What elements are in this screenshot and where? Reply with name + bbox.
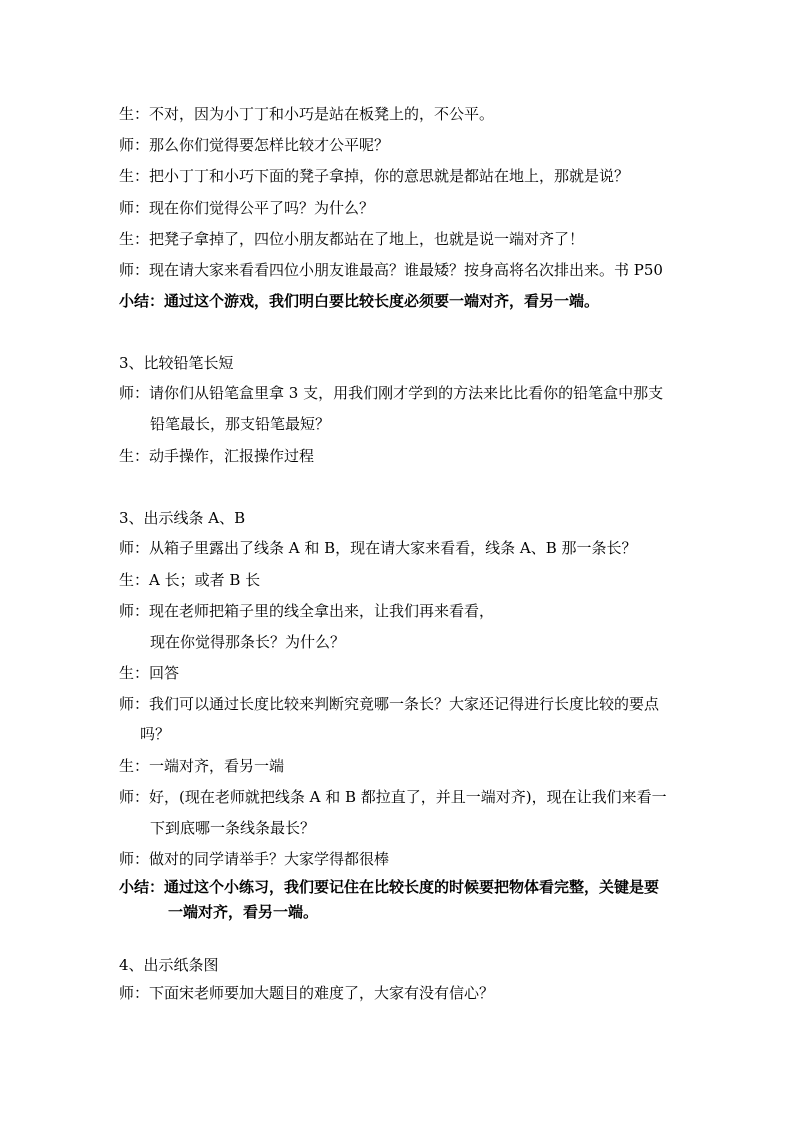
dialogue-line: 生：一端对齐，看另一端 — [119, 757, 285, 775]
section-heading: 3、比较铅笔长短 — [119, 354, 234, 372]
section-heading: 3、出示线条 A、B — [119, 509, 246, 527]
dialogue-line: 生：不对，因为小丁丁和小巧是站在板凳上的，不公平。 — [119, 105, 495, 123]
summary-continuation: 一端对齐，看另一端。 — [168, 903, 319, 921]
dialogue-line: 生：把小丁丁和小巧下面的凳子拿掉，你的意思就是都站在地上，那就是说？ — [119, 167, 630, 185]
dialogue-continuation: 铅笔最长，那支铅笔最短？ — [150, 415, 331, 433]
dialogue-line: 师：好，(现在老师就把线条 A 和 B 都拉直了，并且一端对齐)，现在让我们来看一 — [119, 788, 667, 806]
dialogue-line: 师：下面宋老师要加大题目的难度了，大家有没有信心？ — [119, 984, 495, 1002]
dialogue-line: 生：回答 — [119, 664, 180, 682]
summary-line: 小结：通过这个小练习，我们要记住在比较长度的时候要把物体看完整，关键是要 — [119, 878, 660, 896]
dialogue-line: 生：把凳子拿掉了，四位小朋友都站在了地上，也就是说一端对齐了！ — [119, 230, 585, 248]
dialogue-line: 生：A 长；或者 B 长 — [119, 571, 261, 589]
dialogue-line: 师：现在老师把箱子里的线全拿出来，让我们再来看看， — [119, 602, 495, 620]
dialogue-line: 师：现在请大家来看看四位小朋友谁最高？谁最矮？按身高将名次排出来。书 P50 — [119, 261, 663, 279]
dialogue-line: 生：动手操作，汇报操作过程 — [119, 447, 315, 465]
dialogue-line: 师：那么你们觉得要怎样比较才公平呢？ — [119, 136, 390, 154]
dialogue-line: 师：我们可以通过长度比较来判断究竟哪一条长？大家还记得进行长度比较的要点 — [119, 695, 660, 713]
dialogue-line: 师：请你们从铅笔盒里拿 3 支，用我们刚才学到的方法来比比看你的铅笔盒中那支 — [119, 384, 664, 402]
dialogue-line: 师：从箱子里露出了线条 A 和 B，现在请大家来看看，线条 A、B 那一条长？ — [119, 539, 637, 557]
summary-line: 小结：通过这个游戏，我们明白要比较长度必须要一端对齐，看另一端。 — [119, 292, 600, 310]
dialogue-continuation: 下到底哪一条线条最长？ — [150, 819, 316, 837]
dialogue-line: 师：做对的同学请举手？大家学得都很棒 — [119, 850, 390, 868]
dialogue-continuation: 吗？ — [140, 725, 171, 743]
dialogue-line: 师：现在你们觉得公平了吗？为什么？ — [119, 199, 375, 217]
dialogue-continuation: 现在你觉得那条长？为什么？ — [150, 633, 346, 651]
section-heading: 4、出示纸条图 — [119, 956, 219, 974]
